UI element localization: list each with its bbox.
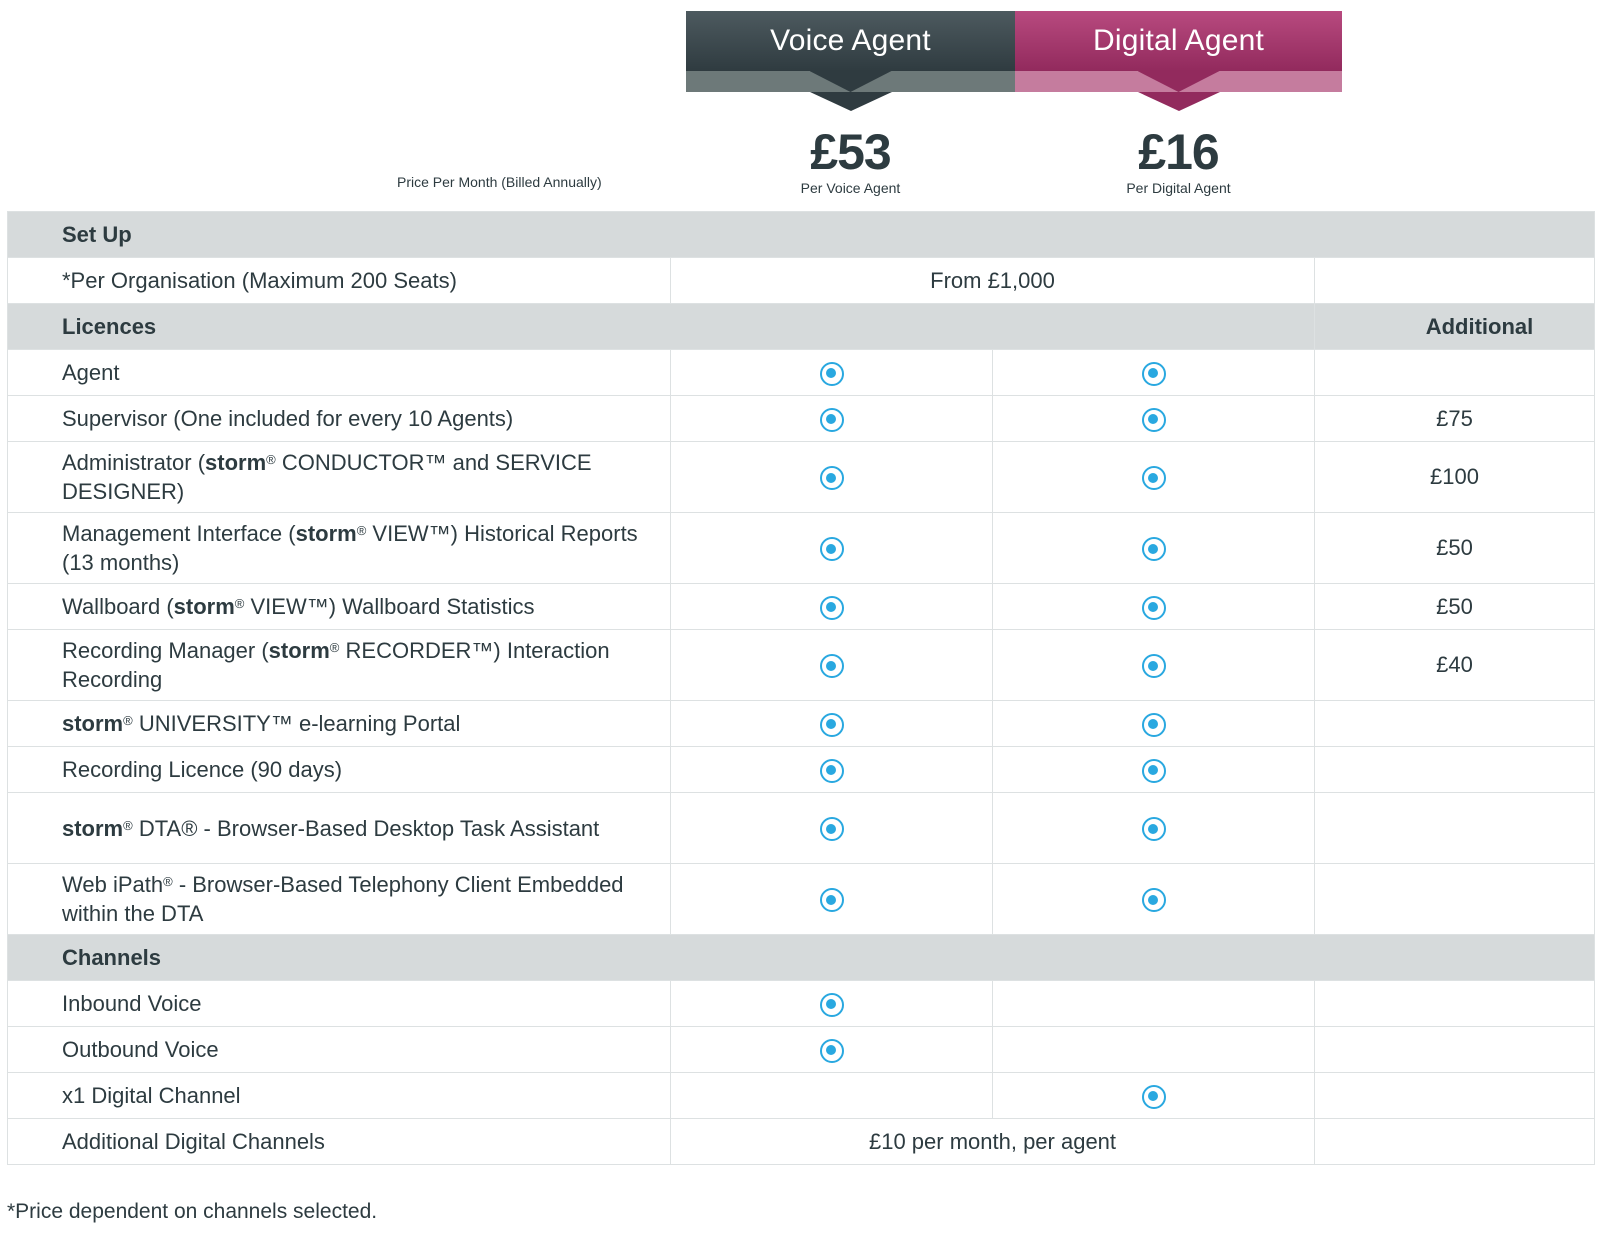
price-voice (686, 124, 1015, 196)
price-unit-digital: Per Digital Agent (1126, 180, 1231, 196)
row-label (8, 584, 671, 630)
radio-check-icon (1142, 362, 1166, 386)
radio-check-icon (820, 817, 844, 841)
radio-check-icon (820, 362, 844, 386)
price-unit-voice: Per Voice Agent (800, 180, 901, 196)
price-amount-voice: £53 (810, 124, 891, 180)
row-label: Recording Licence (90 days) (8, 747, 671, 793)
radio-check-icon (820, 408, 844, 432)
section-channels (8, 935, 1595, 981)
footnote: *Price dependent on channels selected. (7, 1200, 378, 1223)
included-cell (671, 747, 993, 793)
label-text: Wallboard ( (62, 594, 174, 619)
radio-check-icon (1142, 759, 1166, 783)
registered-mark: ® (163, 874, 173, 889)
table-row (8, 864, 1595, 935)
additional-price: £100 (1315, 442, 1595, 513)
registered-mark: ® (266, 452, 276, 467)
plan-pointer-tip-voice (810, 92, 892, 111)
additional-price: £50 (1315, 584, 1595, 630)
radio-check-icon (1142, 1085, 1166, 1109)
section-title: Licences (8, 304, 1315, 350)
row-label (8, 442, 671, 513)
empty-cell (1315, 1073, 1595, 1119)
radio-check-icon (1142, 408, 1166, 432)
included-cell (993, 864, 1315, 935)
radio-check-icon (1142, 817, 1166, 841)
radio-check-icon (1142, 654, 1166, 678)
section-setup (8, 212, 1595, 258)
brand-name: storm (205, 450, 267, 475)
brand-name: storm (62, 815, 124, 841)
row-label (8, 701, 671, 747)
label-text: - Browser-Based Telephony Client Embedded within the DTA (62, 872, 624, 926)
included-cell (671, 981, 993, 1027)
row-label (8, 864, 671, 935)
table-row (8, 793, 1595, 864)
included-cell (671, 442, 993, 513)
radio-check-icon (1142, 596, 1166, 620)
label-text: UNIVERSITY™ e-learning Portal (132, 711, 461, 736)
additional-price: £75 (1315, 396, 1595, 442)
included-cell (671, 864, 993, 935)
label-text: Recording Manager ( (62, 638, 269, 663)
included-cell (993, 584, 1315, 630)
label-text: Web iPath (62, 872, 164, 897)
registered-mark: ® (123, 713, 133, 728)
section-licences (8, 304, 1595, 350)
row-label: Agent (8, 350, 671, 396)
additional-header: Additional (1315, 304, 1595, 350)
brand-name: storm (295, 521, 357, 546)
included-cell (993, 396, 1315, 442)
table-row (8, 513, 1595, 584)
radio-check-icon (820, 654, 844, 678)
radio-check-icon (820, 466, 844, 490)
plan-header-digital (1015, 11, 1342, 92)
included-cell (671, 584, 993, 630)
pricing-table (7, 211, 1595, 1165)
plan-header-voice (686, 11, 1015, 92)
table-row (8, 442, 1595, 513)
included-cell (671, 1027, 993, 1073)
label-text: Management Interface ( (62, 521, 296, 546)
price-amount-digital: £16 (1138, 124, 1219, 180)
radio-check-icon (820, 713, 844, 737)
radio-check-icon (820, 1039, 844, 1063)
radio-check-icon (820, 759, 844, 783)
row-label: Additional Digital Channels (8, 1119, 671, 1165)
plan-pointer-tip-digital (1138, 92, 1220, 111)
table-row (8, 630, 1595, 701)
additional-price: £50 (1315, 513, 1595, 584)
included-cell (671, 793, 993, 864)
table-row (8, 747, 1595, 793)
price-digital (1015, 124, 1342, 196)
additional-price (1315, 793, 1595, 864)
included-cell (993, 747, 1315, 793)
radio-check-icon (1142, 713, 1166, 737)
table-row (8, 1027, 1595, 1073)
table-row (8, 981, 1595, 1027)
radio-check-icon (1142, 537, 1166, 561)
included-cell (671, 513, 993, 584)
registered-mark: ® (123, 817, 133, 833)
radio-check-icon (820, 596, 844, 620)
row-label: Outbound Voice (8, 1027, 671, 1073)
registered-mark: ® (356, 523, 367, 538)
table-row (8, 396, 1595, 442)
additional-price (1315, 864, 1595, 935)
empty-cell (993, 1027, 1315, 1073)
label-text: Administrator ( (62, 450, 206, 475)
included-cell (993, 442, 1315, 513)
plan-name-voice: Voice Agent (686, 11, 1015, 71)
included-cell (671, 396, 993, 442)
table-row (8, 1119, 1595, 1165)
included-cell (671, 630, 993, 701)
included-cell (671, 701, 993, 747)
radio-check-icon (1142, 888, 1166, 912)
row-label: *Per Organisation (Maximum 200 Seats) (8, 258, 671, 304)
included-cell (993, 701, 1315, 747)
label-text: VIEW™) Wallboard Statistics (244, 594, 535, 619)
row-label: Inbound Voice (8, 981, 671, 1027)
empty-cell (1315, 1027, 1595, 1073)
table-row (8, 1073, 1595, 1119)
additional-price (1315, 747, 1595, 793)
empty-cell (993, 981, 1315, 1027)
label-text: VIEW™) Historical Reports (13 months) (62, 521, 638, 575)
plan-name-digital: Digital Agent (1015, 11, 1342, 71)
included-cell (993, 513, 1315, 584)
included-cell (993, 350, 1315, 396)
row-label (8, 793, 671, 864)
label-text: RECORDER™) Interaction Recording (62, 638, 610, 692)
brand-name: storm (62, 711, 124, 736)
brand-name: storm (268, 638, 330, 663)
row-label: Supervisor (One included for every 10 Agents) (8, 396, 671, 442)
registered-mark: ® (234, 596, 245, 611)
radio-check-icon (820, 993, 844, 1017)
radio-check-icon (1142, 466, 1166, 490)
row-label: x1 Digital Channel (8, 1073, 671, 1119)
empty-cell (1315, 258, 1595, 304)
registered-mark: ® (329, 640, 340, 655)
included-cell (671, 350, 993, 396)
radio-check-icon (820, 888, 844, 912)
row-label (8, 630, 671, 701)
table-row (8, 258, 1595, 304)
label-text: DTA® - Browser-Based Desktop Task Assistant (132, 815, 600, 841)
empty-cell (1315, 1119, 1595, 1165)
additional-price: £40 (1315, 630, 1595, 701)
included-cell (993, 793, 1315, 864)
radio-check-icon (820, 537, 844, 561)
additional-price (1315, 350, 1595, 396)
additional-price (1315, 701, 1595, 747)
included-cell (993, 1073, 1315, 1119)
setup-price: From £1,000 (671, 258, 1315, 304)
row-label (8, 513, 671, 584)
brand-name: storm (173, 594, 235, 619)
section-title: Set Up (8, 212, 1595, 258)
table-row (8, 350, 1595, 396)
empty-cell (1315, 981, 1595, 1027)
additional-channel-price: £10 per month, per agent (671, 1119, 1315, 1165)
section-title: Channels (8, 935, 1595, 981)
table-row (8, 584, 1595, 630)
label-text: CONDUCTOR™ and SERVICE DESIGNER) (62, 450, 592, 504)
included-cell (993, 630, 1315, 701)
empty-cell (671, 1073, 993, 1119)
table-row (8, 701, 1595, 747)
price-caption: Price Per Month (Billed Annually) (397, 174, 602, 190)
